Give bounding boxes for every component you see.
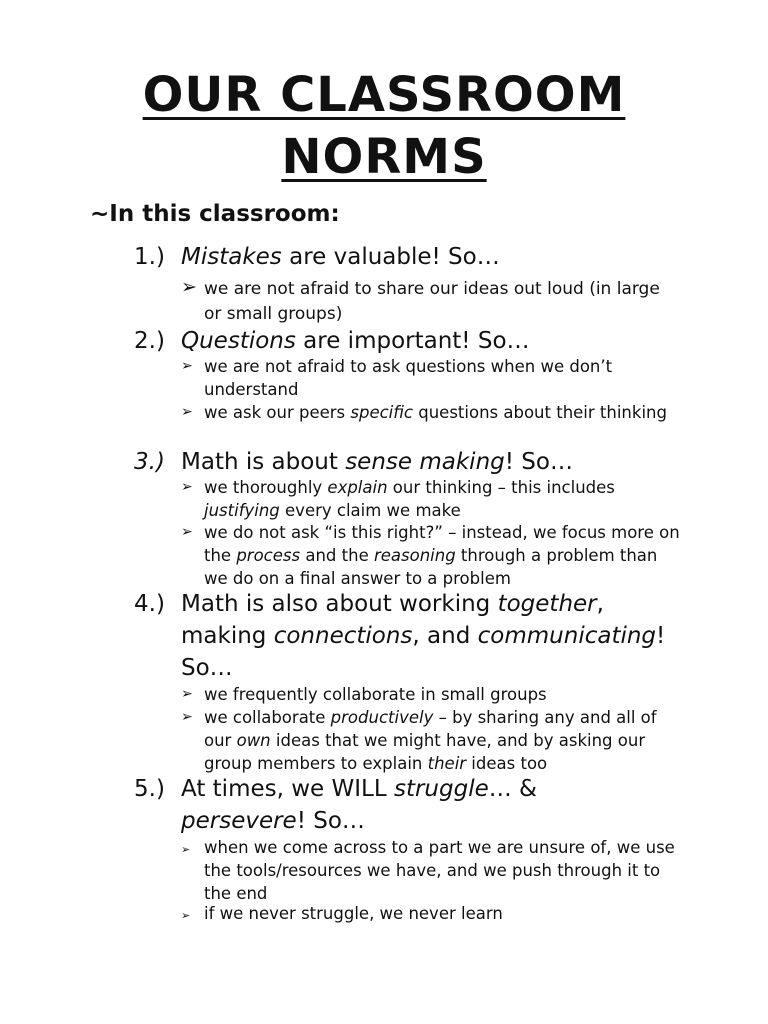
arrow-bullet-icon: ➢ xyxy=(181,276,197,298)
emphasized-text: struggle xyxy=(393,776,489,802)
bullet-text xyxy=(204,521,681,590)
text-run: ! So… xyxy=(181,623,666,681)
emphasized-text: specific xyxy=(350,403,413,422)
arrow-bullet-icon: ➢ xyxy=(181,843,191,856)
emphasized-text: together xyxy=(497,591,597,617)
text-run: when we come across to a part we are unsure of, we use the tools/resources we have, and we push through it to the end xyxy=(204,838,675,903)
arrow-bullet-icon: ➢ xyxy=(181,709,193,725)
arrow-bullet-icon: ➢ xyxy=(181,686,193,702)
text-run: ideas that we might have, and by asking our group members to explain xyxy=(204,731,646,773)
bullet-text xyxy=(204,706,681,775)
norm-3-bullet-1 xyxy=(181,476,681,522)
norm-1 xyxy=(134,241,681,273)
text-run: are important! So… xyxy=(295,328,530,354)
title-line-2: NORMS xyxy=(281,129,487,185)
page-title xyxy=(0,64,768,188)
bullet-text xyxy=(204,401,681,424)
norm-2-bullet-1 xyxy=(181,355,681,401)
intro-heading: ~In this classroom: xyxy=(90,201,340,227)
text-run: we ask our peers xyxy=(204,403,351,422)
norm-4-bullet-2 xyxy=(181,706,681,775)
text-run: questions about their thinking xyxy=(413,403,667,422)
bullet-text xyxy=(204,902,681,925)
norm-text xyxy=(181,588,681,684)
arrow-bullet-icon: ➢ xyxy=(181,479,193,495)
bullet-text xyxy=(204,476,681,522)
norm-5-bullet-2 xyxy=(181,902,681,925)
emphasized-text: connections xyxy=(273,623,413,649)
emphasized-text: Questions xyxy=(181,328,296,354)
emphasized-text: persevere xyxy=(181,808,297,834)
norm-5-bullet-1 xyxy=(181,836,681,905)
text-run: we frequently collaborate in small groups xyxy=(204,685,547,704)
norm-number: 3.) xyxy=(134,449,165,475)
norm-text xyxy=(181,773,601,837)
emphasized-text: their xyxy=(427,754,467,773)
norm-3-bullet-2 xyxy=(181,521,681,590)
text-run: through a problem than we do on a final answer to a problem xyxy=(204,546,658,588)
norm-text xyxy=(181,446,681,478)
text-run: every claim we make xyxy=(279,501,461,520)
norm-text xyxy=(181,241,681,273)
text-run: we thoroughly xyxy=(204,478,328,497)
emphasized-text: own xyxy=(236,731,271,750)
title-line-1: OUR CLASSROOM xyxy=(142,67,626,123)
text-run: At times, we WILL xyxy=(181,776,394,802)
text-run: ideas too xyxy=(466,754,548,773)
norm-3 xyxy=(134,446,681,478)
bullet-text xyxy=(204,355,681,401)
text-run: if we never struggle, we never learn xyxy=(204,904,503,923)
text-run: our thinking – this includes xyxy=(387,478,615,497)
arrow-bullet-icon: ➢ xyxy=(181,358,193,374)
arrow-bullet-icon: ➢ xyxy=(181,404,193,420)
norm-number: 2.) xyxy=(134,328,165,354)
text-run: , and xyxy=(412,623,478,649)
bullet-text xyxy=(204,277,681,327)
text-run: Math is also about working xyxy=(181,591,498,617)
text-run: we collaborate xyxy=(204,708,331,727)
text-run: and the xyxy=(300,546,374,565)
bullet-text xyxy=(204,683,681,706)
text-run: – by sharing any and all of our xyxy=(204,708,657,750)
arrow-bullet-icon: ➢ xyxy=(181,909,191,922)
arrow-bullet-icon: ➢ xyxy=(181,524,193,540)
emphasized-text: sense making xyxy=(345,449,505,475)
norm-number: 1.) xyxy=(134,244,165,270)
norm-2-bullet-2 xyxy=(181,401,681,424)
text-run: we do not ask “is this right?” – instead, we focus more on the xyxy=(204,523,680,565)
norm-2 xyxy=(134,325,681,357)
norm-5 xyxy=(134,773,601,837)
text-run: we are not afraid to ask questions when we don’t understand xyxy=(204,357,613,399)
norm-4 xyxy=(134,588,681,684)
norm-1-bullet-1 xyxy=(181,277,681,327)
emphasized-text: process xyxy=(236,546,301,565)
emphasized-text: productively xyxy=(330,708,434,727)
norm-number: 5.) xyxy=(134,776,165,802)
text-run: are valuable! So… xyxy=(281,244,500,270)
norm-number: 4.) xyxy=(134,591,165,617)
emphasized-text: reasoning xyxy=(373,546,456,565)
norm-text xyxy=(181,325,681,357)
text-run: Math is about xyxy=(181,449,346,475)
text-run: ! So… xyxy=(296,808,365,834)
bullet-text xyxy=(204,836,681,905)
emphasized-text: communicating xyxy=(477,623,657,649)
emphasized-text: Mistakes xyxy=(181,244,282,270)
text-run: ! So… xyxy=(504,449,573,475)
text-run: we are not afraid to share our ideas out loud (in large or small groups) xyxy=(204,279,660,324)
text-run: , making xyxy=(181,591,604,649)
norm-4-bullet-1 xyxy=(181,683,681,706)
emphasized-text: explain xyxy=(327,478,388,497)
text-run: … & xyxy=(488,776,537,802)
emphasized-text: justifying xyxy=(204,501,280,520)
